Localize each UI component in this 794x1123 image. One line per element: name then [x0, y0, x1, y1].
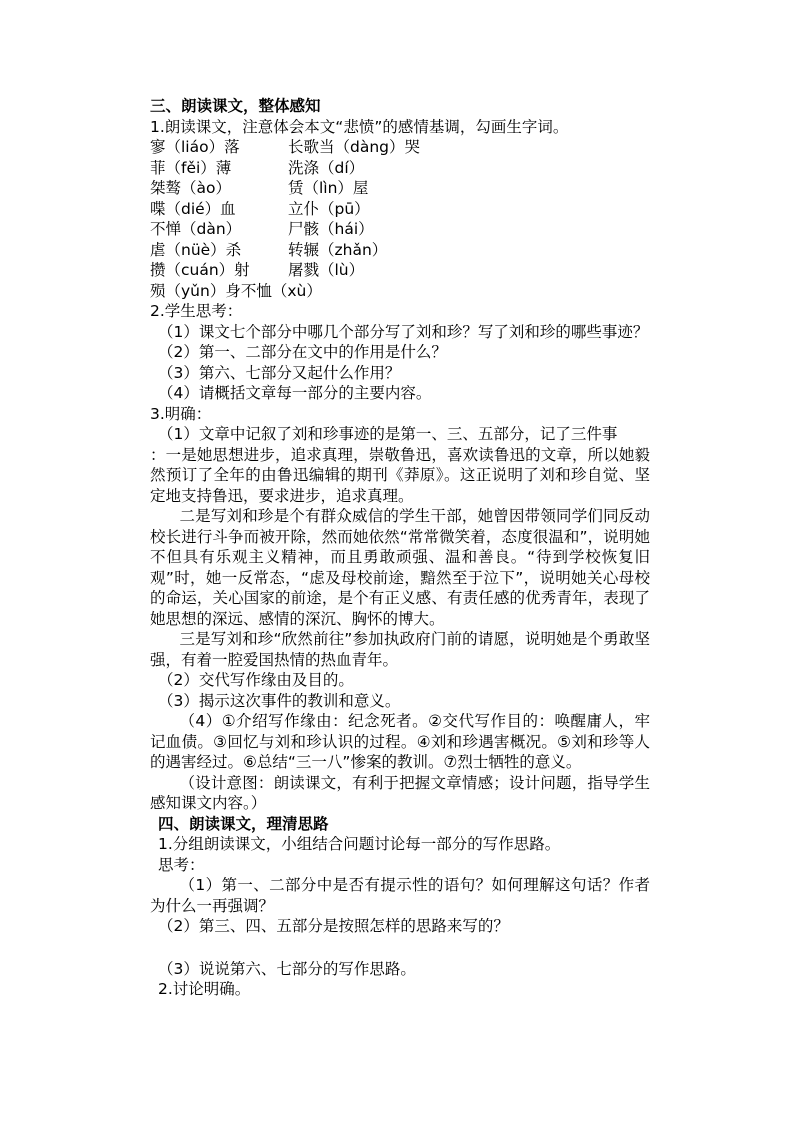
section4-question-2: （2）第三、四、五部分是按照怎样的思路来写的？ [158, 917, 509, 935]
question-item: （4）请概括文章每一部分的主要内容。 [158, 384, 432, 402]
section3-step3: 3.明确： [150, 404, 212, 423]
answer4: （4）①介绍写作缘由：纪念死者。②交代写作目的：唤醒庸人，牢记血债。③回忆与刘和珍认识的过程。④刘和珍遇害概况。⑤刘和珍等人的遇害经过。⑥总结“三一八”惨案的教训。⑦烈士牺牲的意义。 [150, 712, 650, 771]
section4-step1: 1.分组朗读课文，小组结合问题讨论每一部分的写作思路。 [158, 835, 561, 853]
vocab-row [150, 158, 650, 179]
section3-heading: 三、朗读课文，整体感知 [150, 97, 321, 115]
vocab-row [150, 281, 650, 302]
vocab-row [150, 240, 650, 261]
document-body [150, 96, 650, 1000]
answer1-paragraph-3: 三是写刘和珍“欣然前往”参加执政府门前的请愿，说明她是个勇敢坚强，有着一腔爱国热情的热血青年。 [150, 630, 650, 669]
section4-step2: 2.讨论明确。 [158, 980, 251, 998]
answer2: （2）交代写作缘由及目的。 [158, 671, 354, 689]
vocab-word: 喋（dié）血 [150, 199, 236, 218]
vocab-word: 立仆（pū） [288, 199, 370, 218]
vocab-word: 虐（nüè）杀 [150, 240, 242, 259]
vocab-word: 长歌当（dàng）哭 [288, 138, 421, 156]
question-item: （2）第一、二部分在文中的作用是什么？ [158, 343, 447, 361]
vocab-word: 不惮（dàn） [150, 220, 242, 238]
vocab-word: 转辗（zhǎn） [288, 240, 388, 259]
vocab-word: 尸骸（hái） [288, 220, 374, 238]
design-note: （设计意图：朗读课文，有利于把握文章情感；设计问题，指导学生感知课文内容。） [150, 773, 650, 812]
section3-step1: 1.朗读课文，注意体会本文“悲愤”的感情基调，勾画生字词。 [150, 117, 569, 136]
vocab-word: 寥（liáo）落 [150, 138, 240, 156]
vocab-word: 赁（lìn）屋 [288, 179, 369, 197]
vocab-row [150, 260, 650, 281]
section4-heading: 四、朗读课文，理清思路 [158, 814, 329, 833]
section4-question-3: （3）说说第六、七部分的写作思路。 [158, 959, 416, 978]
answer1-paragraph-2: 二是写刘和珍是个有群众威信的学生干部，她曾因带领同学们同反动校长进行斗争而被开除，然而她依然“常常微笑着，态度很温和”，说明她不但具有乐观主义精神，而且勇敢顽强、温和善良。“待到学校恢复旧观”时，她一反常态，“虑及母校前途，黯然至于泣下”，说明她关心母校的命运，关心国家的前途，是个有正义感、有责任感的优秀青年，表现了她思想的深远、感情的深沉、胸怀的博大。 [150, 507, 650, 628]
vocab-word: 攒（cuán）射 [150, 261, 250, 279]
vocab-list [150, 137, 650, 301]
vocab-row [150, 199, 650, 220]
vocab-word: 殒（yǔn）身不恤（xù） [150, 281, 322, 300]
section3-step2: 2.学生思考： [150, 302, 243, 320]
vocab-row [150, 219, 650, 240]
section4-think-label: 思考： [158, 855, 205, 874]
vocab-word: 菲（fěi）薄 [150, 158, 232, 177]
answer3: （3）揭示这次事件的教训和意义。 [158, 691, 401, 710]
answer1-paragraph-1: ：一是她思想进步，追求真理，崇敬鲁迅，喜欢读鲁迅的文章，所以她毅然预订了全年的由鲁迅编辑的期刊《莽原》。这正说明了刘和珍自觉、坚定地支持鲁迅，要求进步，追求真理。 [150, 445, 650, 505]
vocab-row [150, 178, 650, 199]
question-item: （1）课文七个部分中哪几个部分写了刘和珍？写了刘和珍的哪些事迹？ [158, 322, 649, 341]
vocab-word: 桀骜（ào） [150, 179, 231, 197]
vocab-word: 洗涤（dí） [288, 158, 365, 177]
question-item: （3）第六、七部分又起什么作用？ [158, 363, 401, 382]
answer1-head: （1）文章中记叙了刘和珍事迹的是第一、三、五部分，记了三件事 [158, 425, 618, 443]
blank-space [150, 937, 650, 959]
vocab-word: 屠戮（lù） [288, 261, 365, 279]
vocab-row [150, 137, 650, 158]
section4-question-1: （1）第一、二部分中是否有提示性的语句？如何理解这句话？作者为什么一再强调？ [150, 876, 650, 915]
